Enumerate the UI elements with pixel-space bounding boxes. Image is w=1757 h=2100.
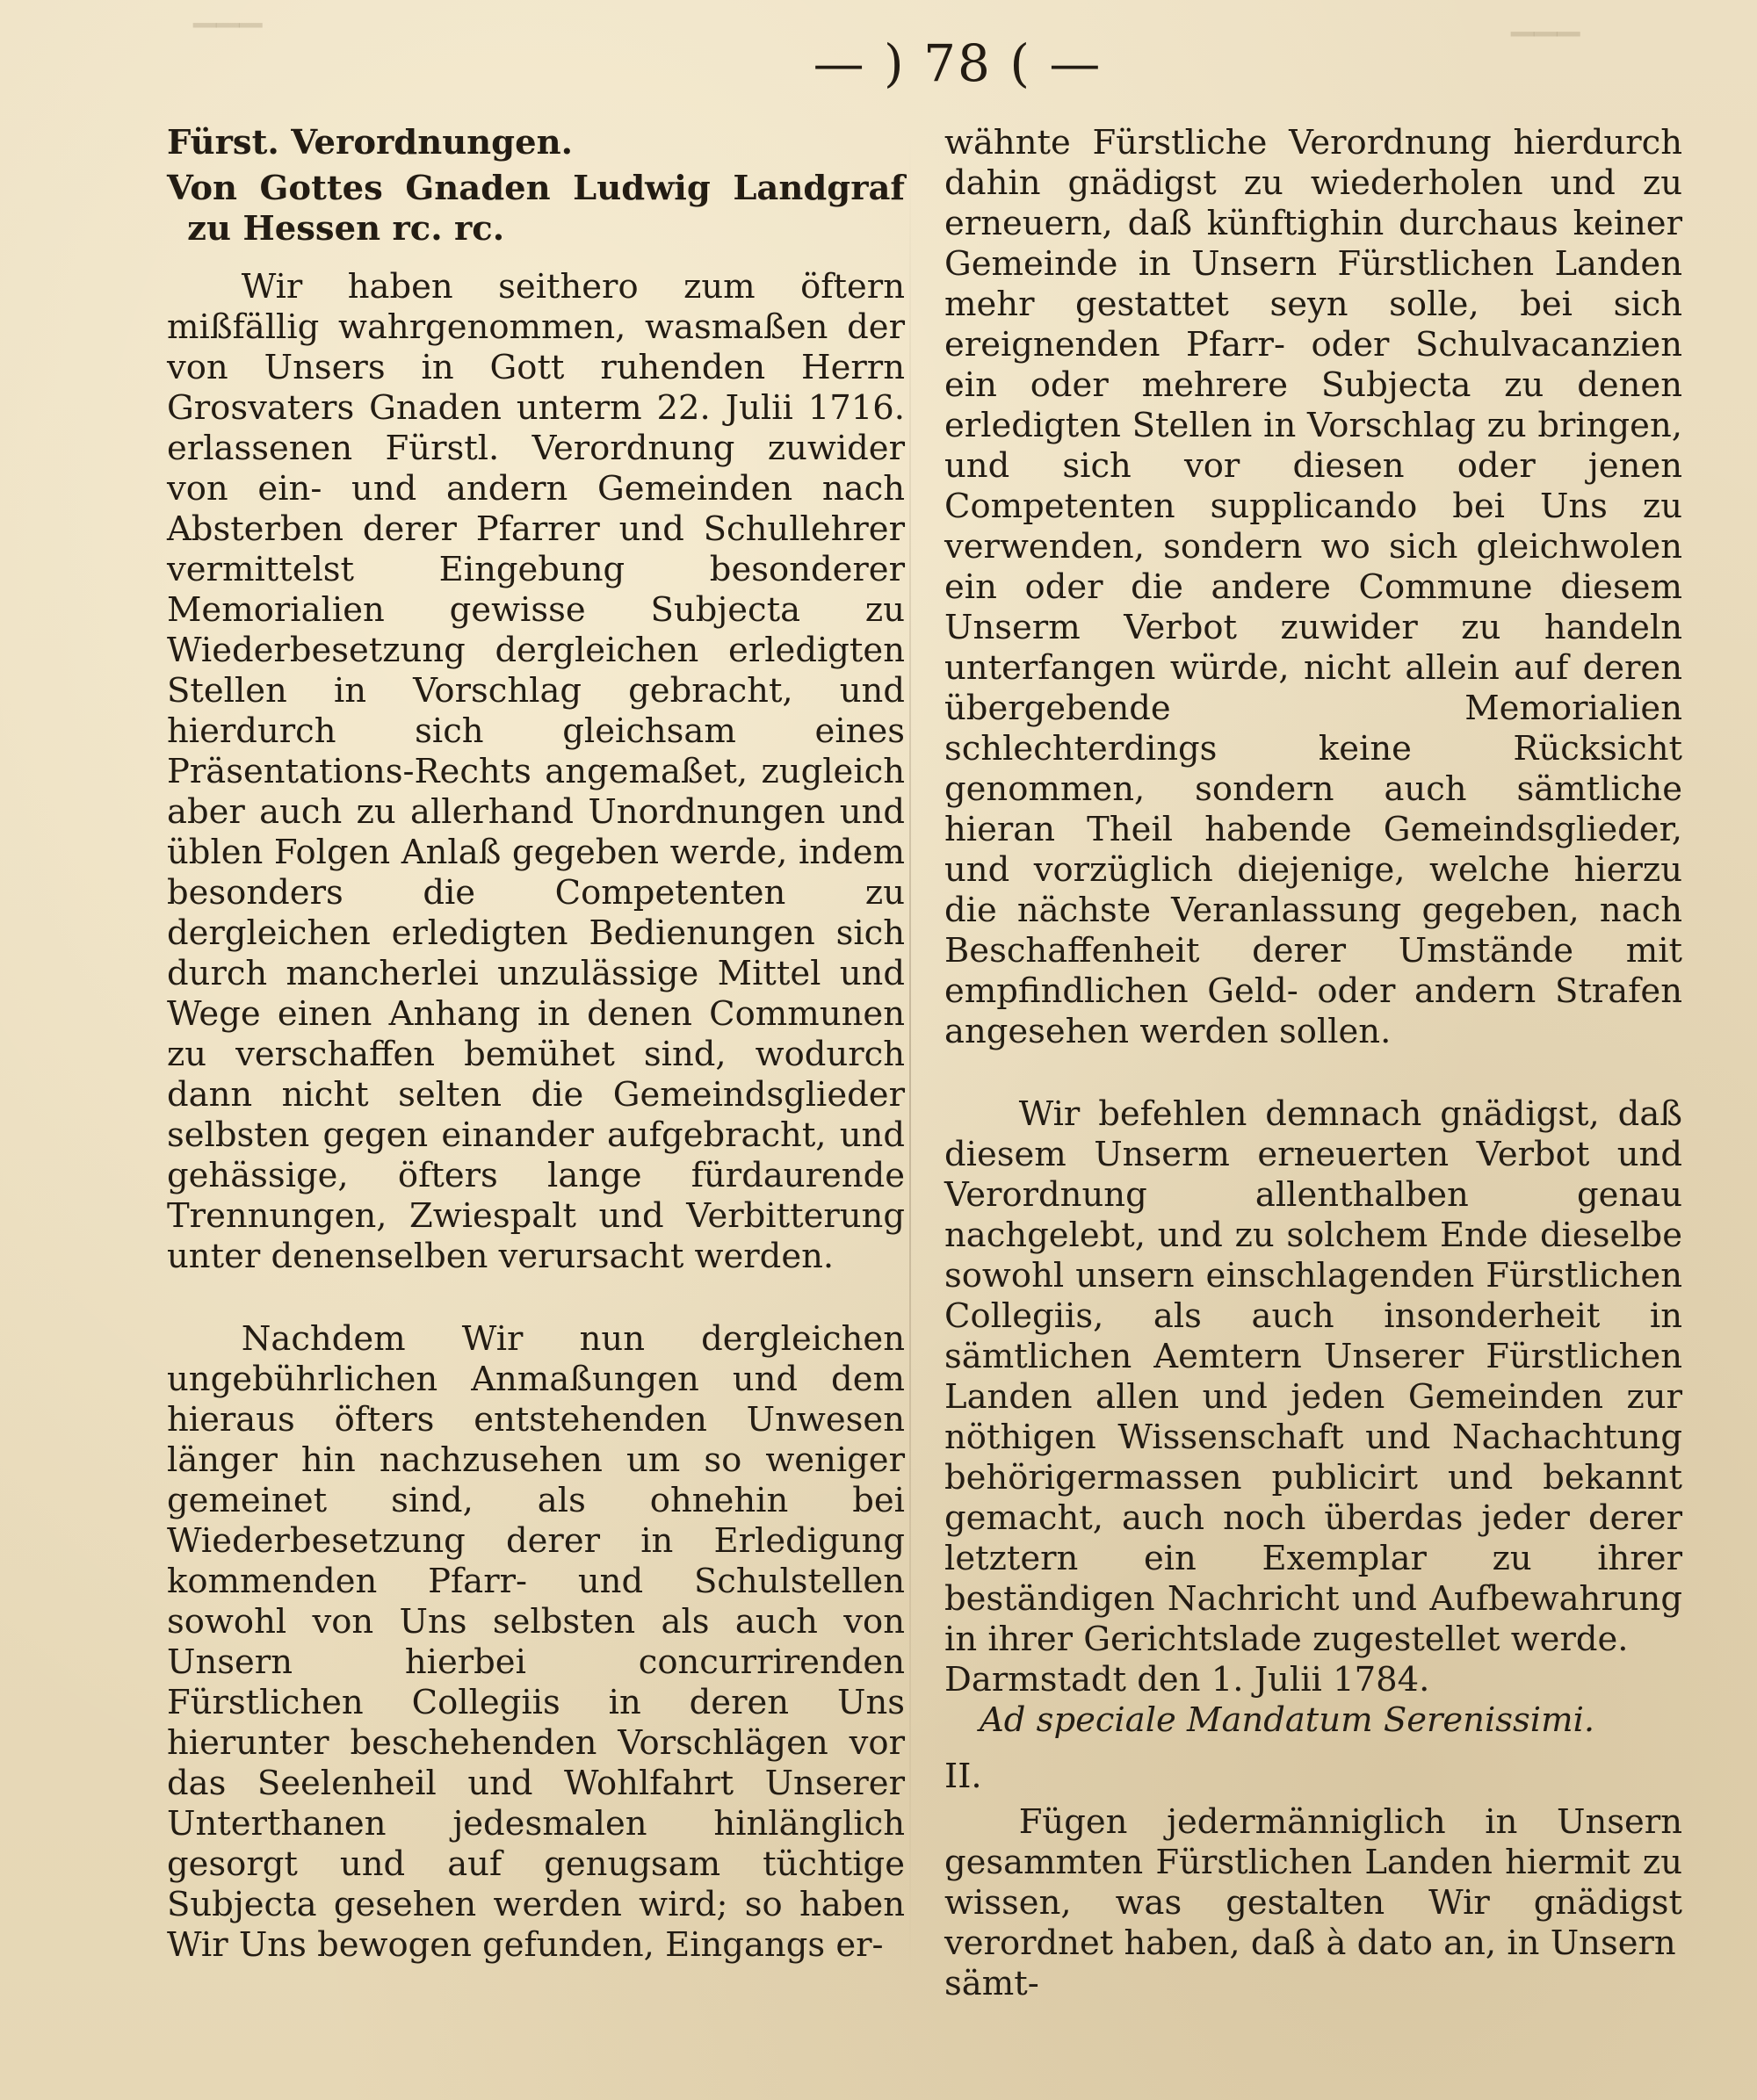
- right-paragraph-1: wähnte Fürstliche Verordnung hierdurch dahin gnädigst zu wiederholen und zu erneuern, daß künftighin durchaus keiner Gemeinde in Unsern Fürstlichen Landen mehr gestattet seyn solle, bei sich ereignenden Pfarr- oder Schulvacanzien ein oder mehrere Subjecta zu denen erledigten Stellen in Vorschlag zu bringen, und sich vor diesen oder jenen Competenten supplicando bei Uns zu verwenden, sondern wo sich gleichwolen ein oder die andere Commune diesem Unserm Verbot zuwider zu handeln unterfangen würde, nicht allein auf deren übergebende Memorialien schlechterdings keine Rücksicht genommen, sondern auch sämtliche hieran Theil habende Gemeindsglieder, und vorzüglich diejenige, welche hierzu die nächste Veranlassung gegeben, nach Beschaffenheit derer Umstände mit empfindlichen Geld- oder andern Strafen angesehen werden sollen.: [944, 123, 1682, 1051]
- left-paragraph-1: Wir haben seithero zum öftern mißfällig wahrgenommen, wasmaßen der von Unsers in Gott ruhenden Herrn Grosvaters Gnaden unterm 22. Julii 1716. erlassenen Fürstl. Verordnung zuwider von ein- und andern Gemeinden nach Absterben derer Pfarrer und Schullehrer vermittelst Eingebung besonderer Memorialien gewisse Subjecta zu Wiederbesetzung dergleichen erledigten Stellen in Vorschlag gebracht, und hierdurch sich gleichsam eines Präsentations-Rechts angemaßet, zugleich aber auch zu allerhand Unordnungen und üblen Folgen Anlaß gegeben werde, indem besonders die Competenten zu dergleichen erledigten Bedienungen sich durch mancherlei unzulässige Mittel und Wege einen Anhang in denen Communen zu verschaffen bemühet sind, wodurch dann nicht selten die Gemeindsglieder selbsten gegen einander aufgebracht, und gehässige, öfters lange fürdaurende Trennungen, Zwiespalt und Verbitterung unter denenselben verursacht werden.: [167, 267, 905, 1276]
- paragraph-gap: [944, 1052, 1682, 1094]
- column-divider: [909, 132, 911, 1985]
- place-and-date: Darmstadt den 1. Julii 1784.: [944, 1660, 1430, 1699]
- bleed-through-mark-top-right: ▔▔▔: [1511, 32, 1580, 68]
- right-column: [944, 123, 1682, 2004]
- mandate-line: Ad speciale Mandatum Serenissimi.: [980, 1700, 1595, 1740]
- left-paragraph-2: Nachdem Wir nun dergleichen ungebührlichen Anmaßungen und dem hieraus öfters entstehenden Unwesen länger hin nachzusehen um so weniger gemeinet sind, als ohnehin bei Wiederbesetzung derer in Erledigung kommenden Pfarr- und Schulstellen sowohl von Uns selbsten als auch von Unsern hierbei concurrirenden Fürstlichen Collegiis in deren Uns hierunter beschehenden Vorschlägen vor das Seelenheil und Wohlfahrt Unserer Unterthanen jedesmalen hinlänglich gesorgt und auf genugsam tüchtige Subjecta gesehen werden wird; so haben Wir Uns bewogen gefunden, Eingangs er-: [167, 1319, 905, 1965]
- section-heading: Fürst. Verordnungen.: [167, 123, 573, 162]
- right-paragraph-3: Fügen jedermänniglich in Unsern gesammten Fürstlichen Landen hiermit zu wissen, was gestalten Wir gnädigst verordnet haben, daß à dato an, in Unsern: [944, 1802, 1682, 1963]
- catchword: sämt-: [944, 1964, 1039, 2003]
- bleed-through-mark-top-left: ▔▔▔: [193, 24, 263, 59]
- paragraph-gap: [167, 1277, 905, 1319]
- right-paragraph-2: Wir befehlen demnach gnädigst, daß diesem Unserm erneuerten Verbot und Verordnung allenthalben genau nachgelebt, und zu solchem Ende dieselbe sowohl unsern einschlagenden Fürstlichen Collegiis, als auch insonderheit in sämtlichen Aemtern Unserer Fürstlichen Landen allen und jeden Gemeinden zur nöthigen Wissenschaft und Nachachtung behörigermassen publicirt und bekannt gemacht, auch noch überdas jeder derer letztern ein Exemplar zu ihrer beständigen Nachricht und Aufbewahrung in ihrer Gerichtslade zugestellet werde.: [944, 1094, 1682, 1659]
- page-number-header: — ) 78 ( —: [813, 33, 1103, 93]
- decree-title: Von Gottes Gnaden Ludwig Landgraf zu Hessen rc. rc.: [167, 169, 905, 249]
- left-column: [167, 123, 905, 1966]
- section-number: II.: [944, 1757, 982, 1796]
